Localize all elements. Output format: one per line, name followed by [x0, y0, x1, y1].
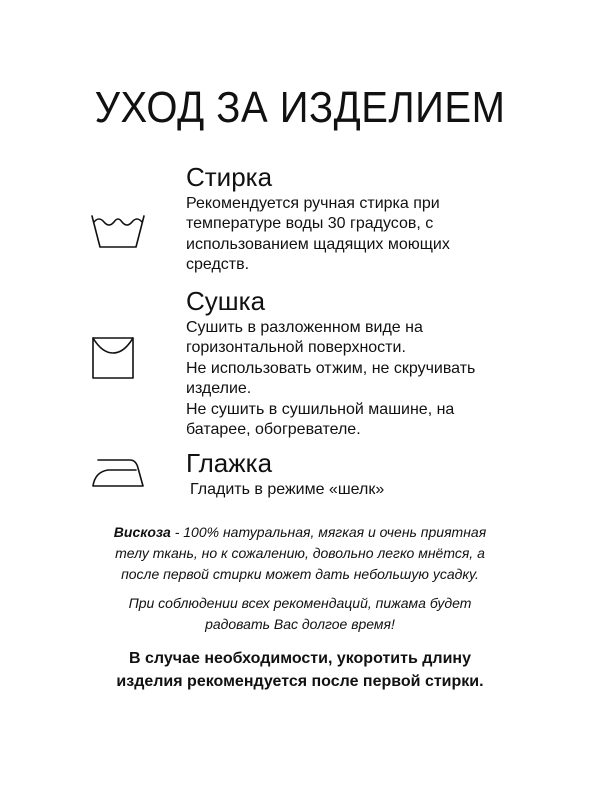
shortening-advice-line: В случае необходимости, укоротить длину	[129, 650, 471, 667]
washing-line: использованием щадящих моющих	[186, 235, 450, 253]
ironing-line: Гладить в режиме «шелк»	[190, 481, 385, 498]
drying-line: Не использовать отжим, не скручивать	[186, 359, 476, 377]
page-title: УХОД ЗА ИЗДЕЛИЕМ	[94, 84, 506, 132]
washing-heading: Стирка	[186, 162, 273, 192]
shortening-advice-line: изделия рекомендуется после первой стирки.	[116, 673, 484, 690]
material-note	[0, 522, 600, 585]
washing-line: Рекомендуется ручная стирка при	[186, 195, 440, 212]
washing-line: температуре воды 30 градусов, с	[186, 215, 434, 233]
ironing-heading: Глажка	[186, 448, 273, 478]
material-note-line: после первой стирки может дать небольшую усадку.	[121, 566, 479, 582]
material-term: Вискоза	[113, 524, 171, 540]
drying-line: батарее, обогревателе.	[186, 421, 361, 439]
material-note-text: - 100% натуральная, мягкая и очень приятная	[170, 524, 487, 540]
ironing-text	[186, 448, 566, 500]
hand-wash-icon	[90, 212, 146, 257]
washing-line: средств.	[186, 256, 250, 274]
drying-line: Сушить в разложенном виде на	[186, 319, 423, 336]
material-note-line	[0, 522, 600, 543]
care-note-line: радовать Вас долгое время!	[205, 616, 395, 632]
drying-line: горизонтальной поверхности.	[186, 339, 406, 357]
care-note	[0, 593, 600, 635]
iron-icon	[90, 454, 146, 495]
drying-heading: Сушка	[186, 286, 266, 316]
washing-text	[186, 162, 566, 276]
dry-flat-icon	[90, 335, 136, 386]
drying-line: изделие.	[186, 380, 252, 398]
material-note-line: телу ткань, но к сожалению, довольно легко мнётся, а	[115, 545, 485, 561]
shortening-advice	[0, 647, 600, 693]
care-note-line: При соблюдении всех рекомендаций, пижама будет	[128, 595, 472, 611]
drying-line: Не сушить в сушильной машине, на	[186, 400, 455, 418]
drying-text	[186, 286, 566, 440]
